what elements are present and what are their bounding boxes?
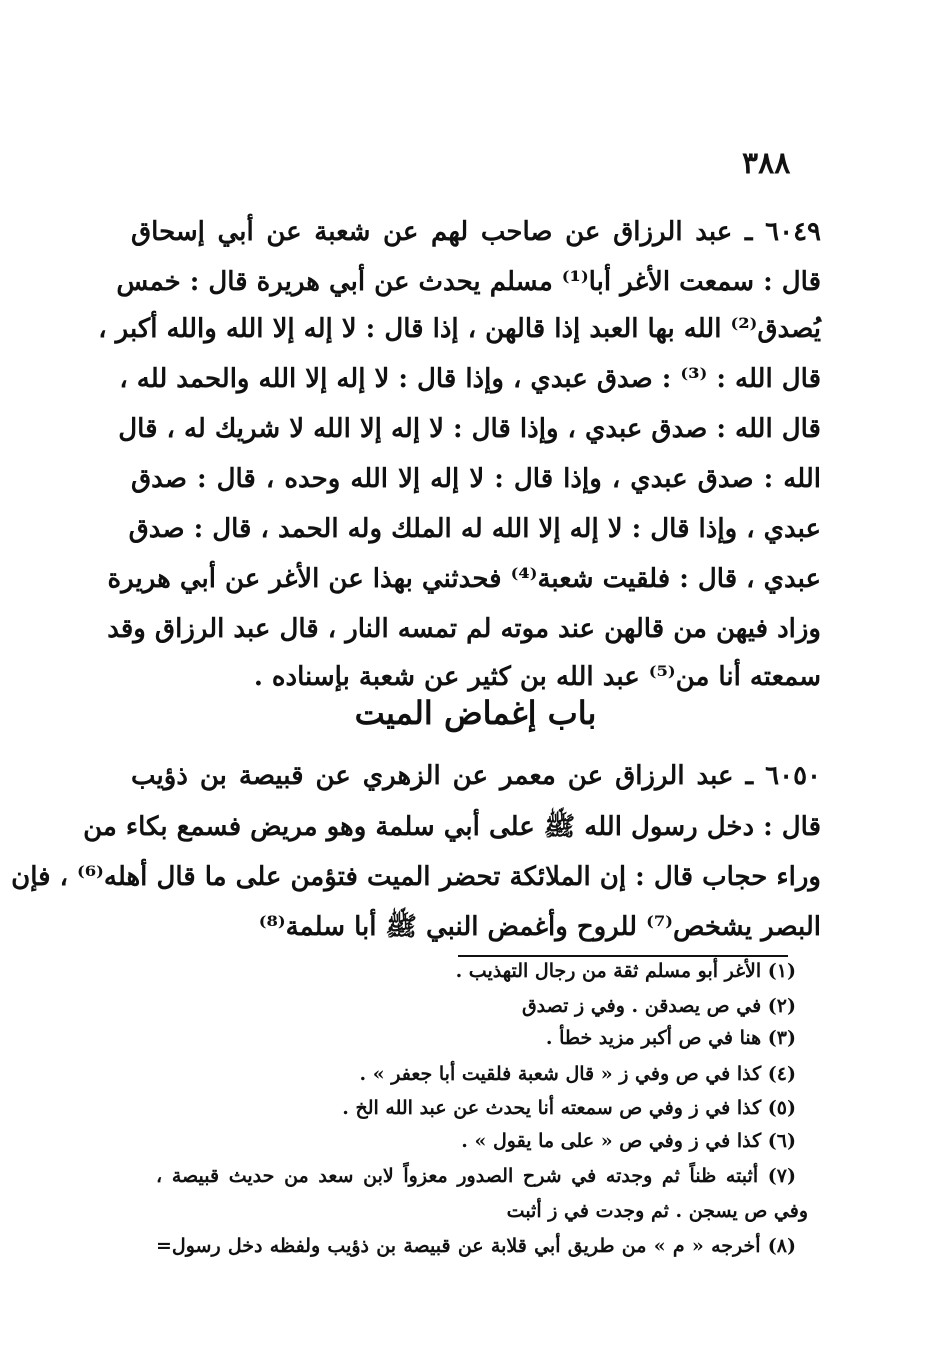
footnote-7: (٧) أثبته ظناً ثم وجدته في شرح الصدور معزواً لابن سعد من حديث قبيصة ، [156, 1165, 796, 1187]
footnote-2: (٢) في ص يصدقن . وفي ز تصدق [521, 995, 796, 1017]
text-line: ٦٠٤٩ ـ عبد الرزاق عن صاحب لهم عن شعبة عن أبي إسحاق [131, 217, 821, 247]
footnote-4: (٤) كذا في ص وفي ز « قال شعبة فلقيت أبا جعفر » . [359, 1063, 796, 1085]
footnote-3: (٣) هنا في ص أكبر مزيد خطأ . [545, 1027, 796, 1049]
text-line: وراء حجاب قال : إن الملائكة تحضر الميت فتؤمن على ما قال أهله⁽⁶⁾ ، فإن [11, 862, 821, 892]
text-line: قال : دخل رسول الله ﷺ على أبي سلمة وهو مريض فسمع بكاء من [83, 812, 821, 842]
text-line: قال الله : صدق عبدي ، وإذا قال : لا إله إلا الله لا شريك له ، قال [118, 414, 821, 444]
text-line: ٦٠٥٠ ـ عبد الرزاق عن معمر عن الزهري عن قبيصة بن ذؤيب [131, 761, 821, 791]
text-line: سمعته أنا من⁽⁵⁾ عبد الله بن كثير عن شعبة بإسناده . [253, 662, 821, 692]
footnote-8: (٨) أخرجه « م » من طريق أبي قلابة عن قبيصة بن ذؤيب ولفظه دخل رسول= [156, 1235, 796, 1257]
footnote-7-continuation: وفي ص يسجن . ثم وجدت في ز أثبت [506, 1200, 808, 1222]
footnote-6: (٦) كذا في ز وفي ص « على ما يقول » . [461, 1130, 796, 1152]
text-line: عبدي ، وإذا قال : لا إله إلا الله له الملك وله الحمد ، قال : صدق [128, 514, 821, 544]
text-line: يُصدق⁽²⁾ الله بها العبد إذا قالهن ، إذا قال : لا إله إلا الله والله أكبر ، [98, 314, 821, 344]
text-line: وزاد فيهن من قالهن عند موته لم تمسه النار ، قال عبد الرزاق وقد [107, 614, 821, 644]
text-line: الله : صدق عبدي ، وإذا قال : لا إله إلا الله وحده ، قال : صدق [131, 464, 821, 494]
text-line: البصر يشخص⁽⁷⁾ للروح وأغمض النبي ﷺ أبا سلمة⁽⁸⁾ [258, 912, 821, 942]
text-line: قال الله : ⁽³⁾ : صدق عبدي ، وإذا قال : لا إله إلا الله والحمد لله ، [119, 364, 821, 394]
footnote-1: (١) الأغر أبو مسلم ثقة من رجال التهذيب . [455, 960, 796, 982]
text-line: قال : سمعت الأغر أبا⁽¹⁾ مسلم يحدث عن أبي هريرة قال : خمس [116, 267, 821, 297]
footnote-5: (٥) كذا في ز وفي ص سمعته أنا يحدث عن عبد الله الخ . [342, 1097, 796, 1119]
chapter-heading: باب إغماض الميت [354, 694, 597, 732]
page-number: ٣٨٨ [742, 146, 791, 181]
text-line: عبدي ، قال : فلقيت شعبة⁽⁴⁾ فحدثني بهذا عن الأغر عن أبي هريرة [107, 564, 821, 594]
